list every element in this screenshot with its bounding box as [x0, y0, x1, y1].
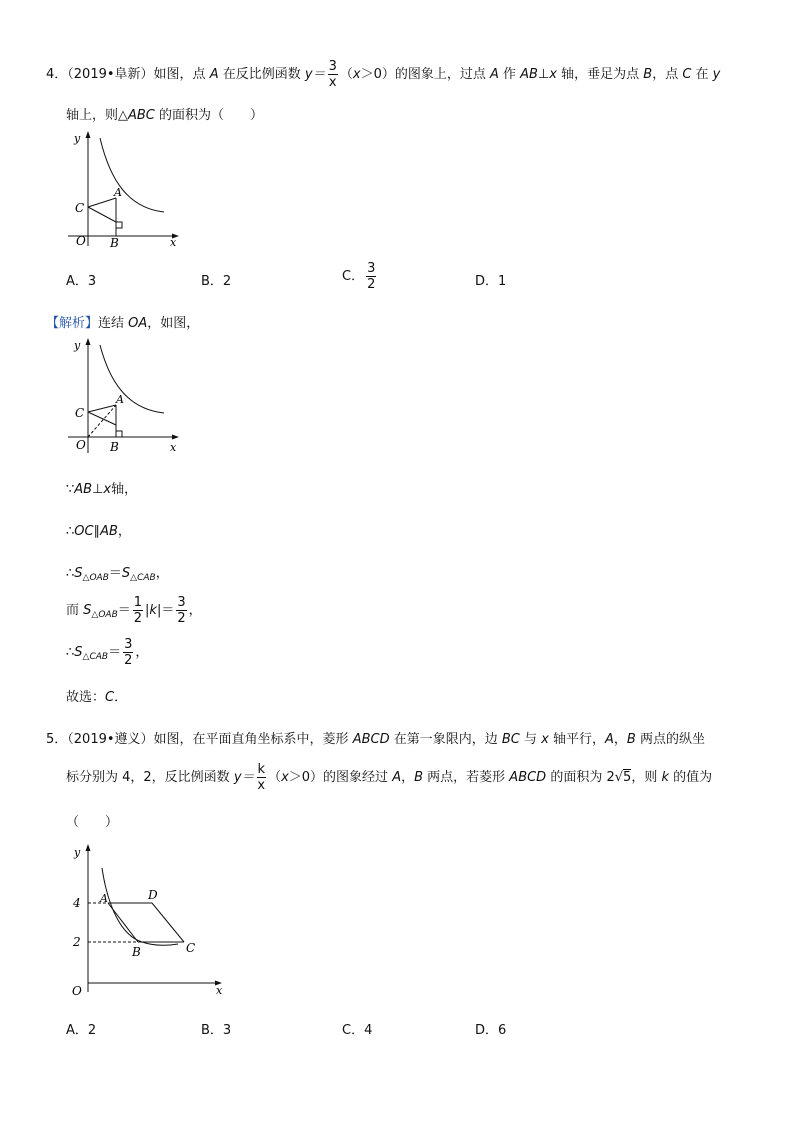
label-d: D	[148, 888, 158, 902]
hyperbola-curve	[100, 345, 164, 413]
rhombus-side-dc	[152, 903, 184, 942]
answer-letter: C	[105, 690, 115, 705]
q5-text: ，	[613, 732, 627, 747]
q4-text: 轴，垂足为点	[557, 67, 644, 82]
label-a: A	[114, 186, 122, 199]
sqrt-argument: 5	[623, 770, 632, 785]
segment-ca	[88, 198, 116, 207]
label-y: y	[74, 339, 81, 352]
label-c: C	[75, 201, 85, 215]
fraction-numerator: 1	[133, 595, 143, 610]
equals-sign: ＝	[161, 603, 175, 618]
y-axis-arrow-icon	[86, 844, 91, 851]
label-x: x	[216, 984, 223, 997]
therefore-symbol: ∴	[66, 566, 75, 581]
solution-figure	[60, 335, 186, 455]
q5-stem-line1	[46, 728, 705, 747]
q5-option-d[interactable]: D．6	[475, 1023, 507, 1038]
q4-text: ，点	[652, 67, 683, 82]
q4-option-c[interactable]	[342, 262, 378, 291]
segment-ab: AB	[100, 524, 118, 539]
q4-option-a[interactable]: A．3	[66, 274, 97, 289]
q4-text: 的面积为（ ）	[154, 108, 264, 123]
q4-text: 在反比例函数	[218, 67, 305, 82]
q5-text: 如图，在平面直角坐标系中，菱形	[153, 732, 353, 747]
solution-text: 而	[66, 603, 84, 618]
abs-k: |k|	[145, 603, 162, 618]
tick-label-4: 4	[73, 896, 81, 910]
q4-stem-line1	[46, 60, 720, 89]
q4-option-b[interactable]: B．2	[201, 274, 232, 289]
q4-text: （	[339, 67, 353, 82]
q4-option-d[interactable]: D．1	[475, 274, 507, 289]
solution-text: ，	[188, 603, 202, 618]
solution-text: ，	[117, 524, 131, 539]
solution-line3	[66, 562, 169, 583]
q4-option-c-fraction	[366, 262, 376, 291]
solution-line5	[66, 638, 148, 667]
area-symbol: S	[121, 566, 131, 581]
q5-text: 的值为	[669, 770, 713, 785]
label-y: y	[74, 846, 81, 859]
q5-text: ，	[401, 770, 415, 785]
segment-oc: OC	[74, 524, 94, 539]
q4-segment-ab: AB	[520, 67, 538, 82]
equals-sign: ＝	[117, 603, 131, 618]
q5-text: 的图象经过	[323, 770, 393, 785]
area-subscript: △OAB	[82, 573, 109, 583]
q5-stem-line2	[66, 763, 712, 792]
therefore-symbol: ∴	[66, 645, 75, 660]
q4-text: ＞0）	[360, 67, 395, 82]
segment-cb	[88, 207, 116, 222]
solution-text: ，	[135, 645, 149, 660]
solution-text: 连结	[98, 316, 129, 331]
q5-rhombus: ABCD	[352, 732, 390, 747]
fraction-numerator: 3	[124, 637, 133, 652]
fraction-denominator: x	[257, 778, 266, 793]
label-x: x	[170, 441, 177, 454]
q4-perp-symbol: ⊥	[537, 67, 550, 82]
q5-axis-x: x	[541, 732, 549, 747]
fraction-numerator: 3	[367, 261, 376, 276]
q5-source: （2019•遵义）	[67, 732, 154, 747]
q5-point-a: A	[392, 770, 402, 785]
label-x: x	[170, 236, 177, 248]
fraction-denominator: 2	[124, 653, 133, 668]
q5-option-c[interactable]: C．4	[342, 1023, 373, 1038]
q5-point-b: B	[626, 732, 636, 747]
segment-oa-dashed	[88, 405, 116, 437]
rhombus-side-ab	[108, 903, 138, 942]
q4-fraction-denominator: x	[328, 75, 337, 90]
q4-point-a: A	[209, 67, 219, 82]
right-angle-mark	[116, 431, 122, 437]
label-b: B	[110, 440, 119, 454]
q5-text: 在第一象限内，边	[389, 732, 502, 747]
therefore-symbol: ∴	[66, 524, 75, 539]
label-c: C	[75, 406, 85, 420]
solution-text: 故选：	[66, 690, 106, 705]
label-a: A	[116, 393, 124, 406]
q5-rhombus: ABCD	[509, 770, 547, 785]
hyperbola-curve	[100, 138, 164, 212]
fraction-denominator: 2	[177, 611, 186, 626]
q4-triangle-abc: ABC	[128, 108, 155, 123]
q4-axis-x: x	[549, 67, 557, 82]
q5-number: 5．	[46, 732, 68, 747]
y-axis-arrow-icon	[86, 338, 91, 345]
solution-intro	[46, 312, 199, 331]
q5-cond-var: x	[281, 770, 289, 785]
segment-ca	[88, 405, 116, 412]
fraction-three-halves	[176, 596, 186, 625]
q5-option-a[interactable]: A．2	[66, 1023, 97, 1038]
label-o: O	[76, 438, 86, 452]
solution-text: ，如图，	[147, 316, 200, 331]
solution-line6	[66, 686, 127, 705]
sqrt-icon: √	[614, 770, 624, 785]
fraction-numerator: 3	[177, 595, 186, 610]
q4-source: （2019•阜新）	[67, 67, 154, 82]
q4-function-fraction	[328, 60, 338, 89]
label-b: B	[132, 945, 141, 959]
parallel-symbol: ∥	[93, 524, 101, 539]
y-axis-arrow-icon	[86, 131, 91, 138]
q4-text: 轴上，则△	[66, 108, 128, 123]
segment-oa: OA	[128, 316, 148, 331]
solution-line1	[66, 478, 137, 497]
area-symbol: S	[83, 603, 92, 618]
segment-ab: AB	[74, 482, 93, 497]
label-a: A	[100, 892, 108, 905]
area-subscript: △OAB	[91, 610, 118, 620]
q5-figure	[62, 840, 232, 1000]
label-o: O	[72, 984, 82, 998]
q4-stem-line2	[66, 104, 263, 123]
q4-point-b: B	[643, 67, 653, 82]
q4-point-c: C	[682, 67, 692, 82]
because-symbol: ∵	[66, 482, 75, 497]
label-c: C	[186, 941, 196, 955]
q5-text: 两点，若菱形	[423, 770, 510, 785]
q5-text: 的面积为 2	[546, 770, 615, 785]
q4-function-lhs: y＝	[304, 67, 326, 82]
q5-k: k	[661, 770, 669, 785]
fraction-three-halves	[123, 638, 133, 667]
q4-figure	[60, 128, 186, 248]
q5-text: （	[268, 770, 282, 785]
tick-label-2: 2	[73, 935, 81, 949]
solution-line4	[66, 596, 202, 625]
q4-point-a: A	[489, 67, 499, 82]
q4-cond-var: x	[352, 67, 361, 82]
x-axis-arrow-icon	[172, 435, 179, 440]
q5-point-b: B	[414, 770, 424, 785]
solution-text: 轴，	[111, 482, 138, 497]
area-subscript: △CAB	[82, 652, 109, 662]
fraction-denominator: 2	[133, 611, 143, 626]
segment-cb	[88, 412, 116, 425]
q5-segment-bc: BC	[501, 732, 520, 747]
fraction-numerator: k	[257, 762, 266, 777]
q4-text: 的图象上，过点	[394, 67, 490, 82]
area-symbol: S	[74, 645, 83, 660]
perp-symbol: ⊥	[92, 482, 104, 497]
q4-text: 在	[691, 67, 713, 82]
fraction-one-half	[133, 596, 143, 625]
equals-sign: ＝	[108, 645, 122, 660]
solution-text: ，	[155, 566, 169, 581]
axis-x: x	[103, 482, 112, 497]
solution-line2	[66, 520, 131, 539]
q4-text: 如图，点	[153, 67, 210, 82]
q4-axis-y: y	[712, 67, 721, 82]
hyperbola-curve	[102, 868, 178, 945]
q4-number: 4．	[46, 67, 68, 82]
label-y: y	[74, 132, 81, 145]
label-o: O	[76, 234, 86, 248]
right-angle-mark	[116, 222, 122, 228]
q5-stem-line3: （ ）	[66, 815, 119, 830]
q5-point-a: A	[604, 732, 614, 747]
solution-text: ．	[114, 690, 128, 705]
q5-text: ＞0）	[288, 770, 324, 785]
q5-text: 轴平行，	[548, 732, 605, 747]
q5-text: 两点的纵坐	[635, 732, 705, 747]
fraction-denominator: 2	[367, 277, 376, 292]
q4-text: 作	[498, 67, 521, 82]
q4-option-c-label: C．	[342, 269, 365, 284]
q4-fraction-numerator: 3	[328, 59, 337, 74]
solution-tag: 【解析】	[46, 316, 99, 331]
equals-sign: ＝	[108, 566, 122, 581]
q5-text: ，则	[631, 770, 662, 785]
area-symbol: S	[74, 566, 83, 581]
area-subscript: △CAB	[130, 573, 156, 583]
q5-text: 与	[519, 732, 542, 747]
q5-text: 标分别为 4，2，反比例函数	[66, 770, 234, 785]
q5-function-lhs: y＝	[233, 770, 255, 785]
q5-option-b[interactable]: B．3	[201, 1023, 232, 1038]
label-b: B	[110, 236, 119, 248]
q5-function-fraction	[257, 763, 267, 792]
